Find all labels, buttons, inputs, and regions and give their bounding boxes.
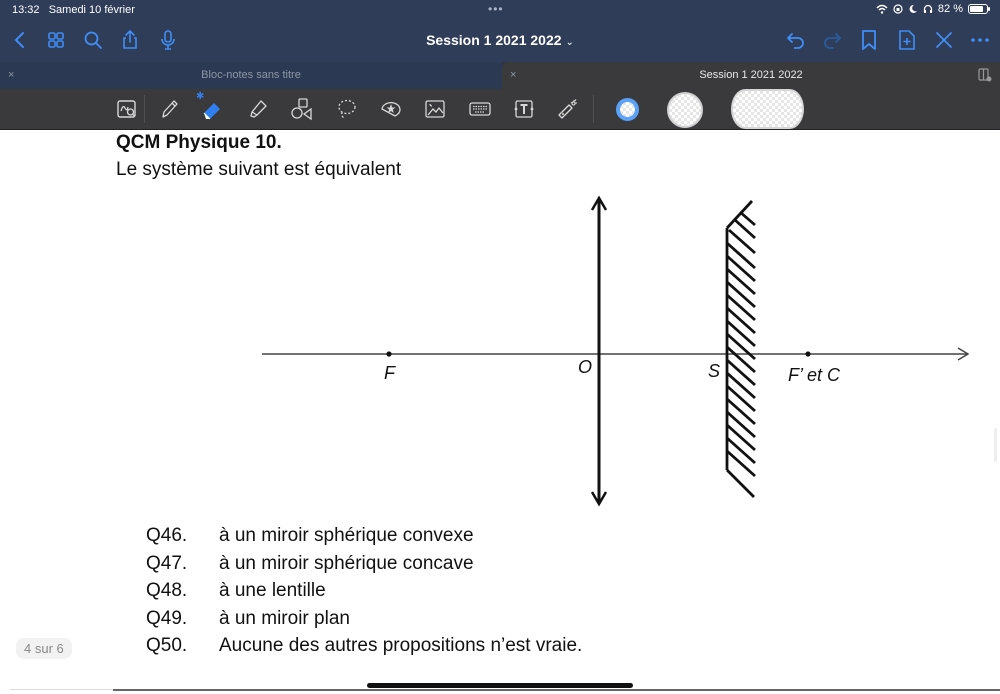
- tab-bar: [0, 62, 1000, 89]
- bookmark-icon[interactable]: [857, 28, 881, 52]
- answer-number: Q49.: [146, 607, 188, 629]
- toolbar-divider: [144, 95, 145, 123]
- tab-label: Session 1 2021 2022: [699, 69, 803, 81]
- size-small-button[interactable]: [616, 98, 639, 121]
- answer-text: à une lentille: [219, 580, 326, 601]
- answer-text: à un miroir plan: [219, 607, 350, 629]
- bluetooth-icon: ✱: [196, 91, 205, 102]
- answer-number: Q47.: [146, 552, 188, 574]
- page-indicator: 4 sur 6: [16, 638, 72, 659]
- add-page-icon[interactable]: [895, 28, 919, 52]
- share-icon[interactable]: [118, 28, 142, 52]
- drawing-toolbar: [0, 89, 1000, 130]
- label-f-prime-c: F’ et C: [788, 365, 841, 385]
- tab-bloc-notes[interactable]: [0, 62, 502, 89]
- navigation-bar: [0, 20, 1000, 62]
- split-view-icon[interactable]: [978, 68, 992, 82]
- answer-q48[interactable]: [146, 580, 582, 608]
- tab-label: Bloc-notes sans titre: [201, 69, 301, 81]
- status-time-date: 13:32 Samedi 10 février: [12, 4, 135, 16]
- zoom-window-icon[interactable]: [115, 97, 139, 121]
- answer-number: Q50.: [146, 635, 188, 656]
- answer-text: à un miroir sphérique concave: [219, 552, 474, 574]
- moon-icon: [908, 4, 918, 14]
- label-f: F: [384, 363, 395, 383]
- image-icon[interactable]: [423, 97, 447, 121]
- optics-diagram: [250, 190, 980, 510]
- lasso-icon[interactable]: [335, 97, 359, 121]
- toolbar-divider: [593, 95, 594, 123]
- answer-q46[interactable]: [146, 525, 582, 553]
- sticker-icon[interactable]: [379, 97, 403, 121]
- label-s: S: [708, 361, 721, 381]
- answer-number: Q46.: [146, 525, 188, 546]
- document-page[interactable]: [0, 130, 1000, 694]
- multitasking-dots[interactable]: •••: [488, 2, 504, 16]
- grid-icon[interactable]: [44, 28, 68, 52]
- keyboard-icon[interactable]: [468, 97, 492, 121]
- focal-point-f-prime: [805, 351, 810, 356]
- answer-number: Q48.: [146, 580, 188, 601]
- answer-text: à un miroir sphérique convexe: [219, 525, 474, 546]
- more-icon[interactable]: [968, 28, 992, 52]
- close-tab-icon[interactable]: ×: [8, 69, 15, 81]
- orientation-lock-icon: [893, 4, 903, 14]
- highlighter-icon[interactable]: [246, 97, 270, 121]
- laser-pointer-icon[interactable]: [556, 97, 580, 121]
- search-icon[interactable]: [81, 28, 105, 52]
- status-bar: [0, 0, 1000, 20]
- back-icon[interactable]: [8, 28, 32, 52]
- document-title: [0, 32, 1000, 48]
- chevron-down-icon: ⌄: [565, 37, 574, 48]
- answer-q49[interactable]: [146, 608, 582, 636]
- tab-session[interactable]: [502, 62, 1000, 89]
- question-title: QCM Physique 10.: [116, 132, 282, 153]
- question-stem: Le système suivant est équivalent: [116, 159, 402, 180]
- undo-icon[interactable]: [784, 28, 808, 52]
- battery-percent: 82 %: [937, 3, 963, 15]
- close-pen-icon[interactable]: [932, 28, 956, 52]
- battery-icon: [968, 4, 988, 14]
- microphone-icon[interactable]: [156, 28, 180, 52]
- pen-icon[interactable]: [158, 97, 182, 121]
- answer-q50[interactable]: [146, 635, 582, 663]
- plane-mirror: [727, 201, 755, 497]
- close-tab-icon[interactable]: ×: [510, 69, 517, 81]
- headphones-icon: [923, 4, 933, 14]
- home-indicator[interactable]: [367, 683, 633, 688]
- document-title-button[interactable]: Session 1 2021 2022 ⌄: [426, 32, 574, 48]
- scrollbar[interactable]: [994, 428, 997, 462]
- redo-icon[interactable]: [820, 28, 844, 52]
- status-icons: [876, 3, 988, 15]
- size-medium-button[interactable]: [667, 92, 703, 128]
- size-large-button[interactable]: [731, 89, 804, 129]
- focal-point-f: [386, 351, 391, 356]
- page-divider: [113, 689, 1000, 691]
- wifi-icon: [876, 4, 888, 14]
- answer-list: [146, 525, 582, 663]
- answer-text: Aucune des autres propositions n’est vraie.: [219, 635, 583, 656]
- label-o: O: [578, 357, 593, 377]
- answer-q47[interactable]: [146, 553, 582, 581]
- page-divider: [10, 689, 113, 690]
- shapes-icon[interactable]: [290, 97, 314, 121]
- text-box-icon[interactable]: [512, 97, 536, 121]
